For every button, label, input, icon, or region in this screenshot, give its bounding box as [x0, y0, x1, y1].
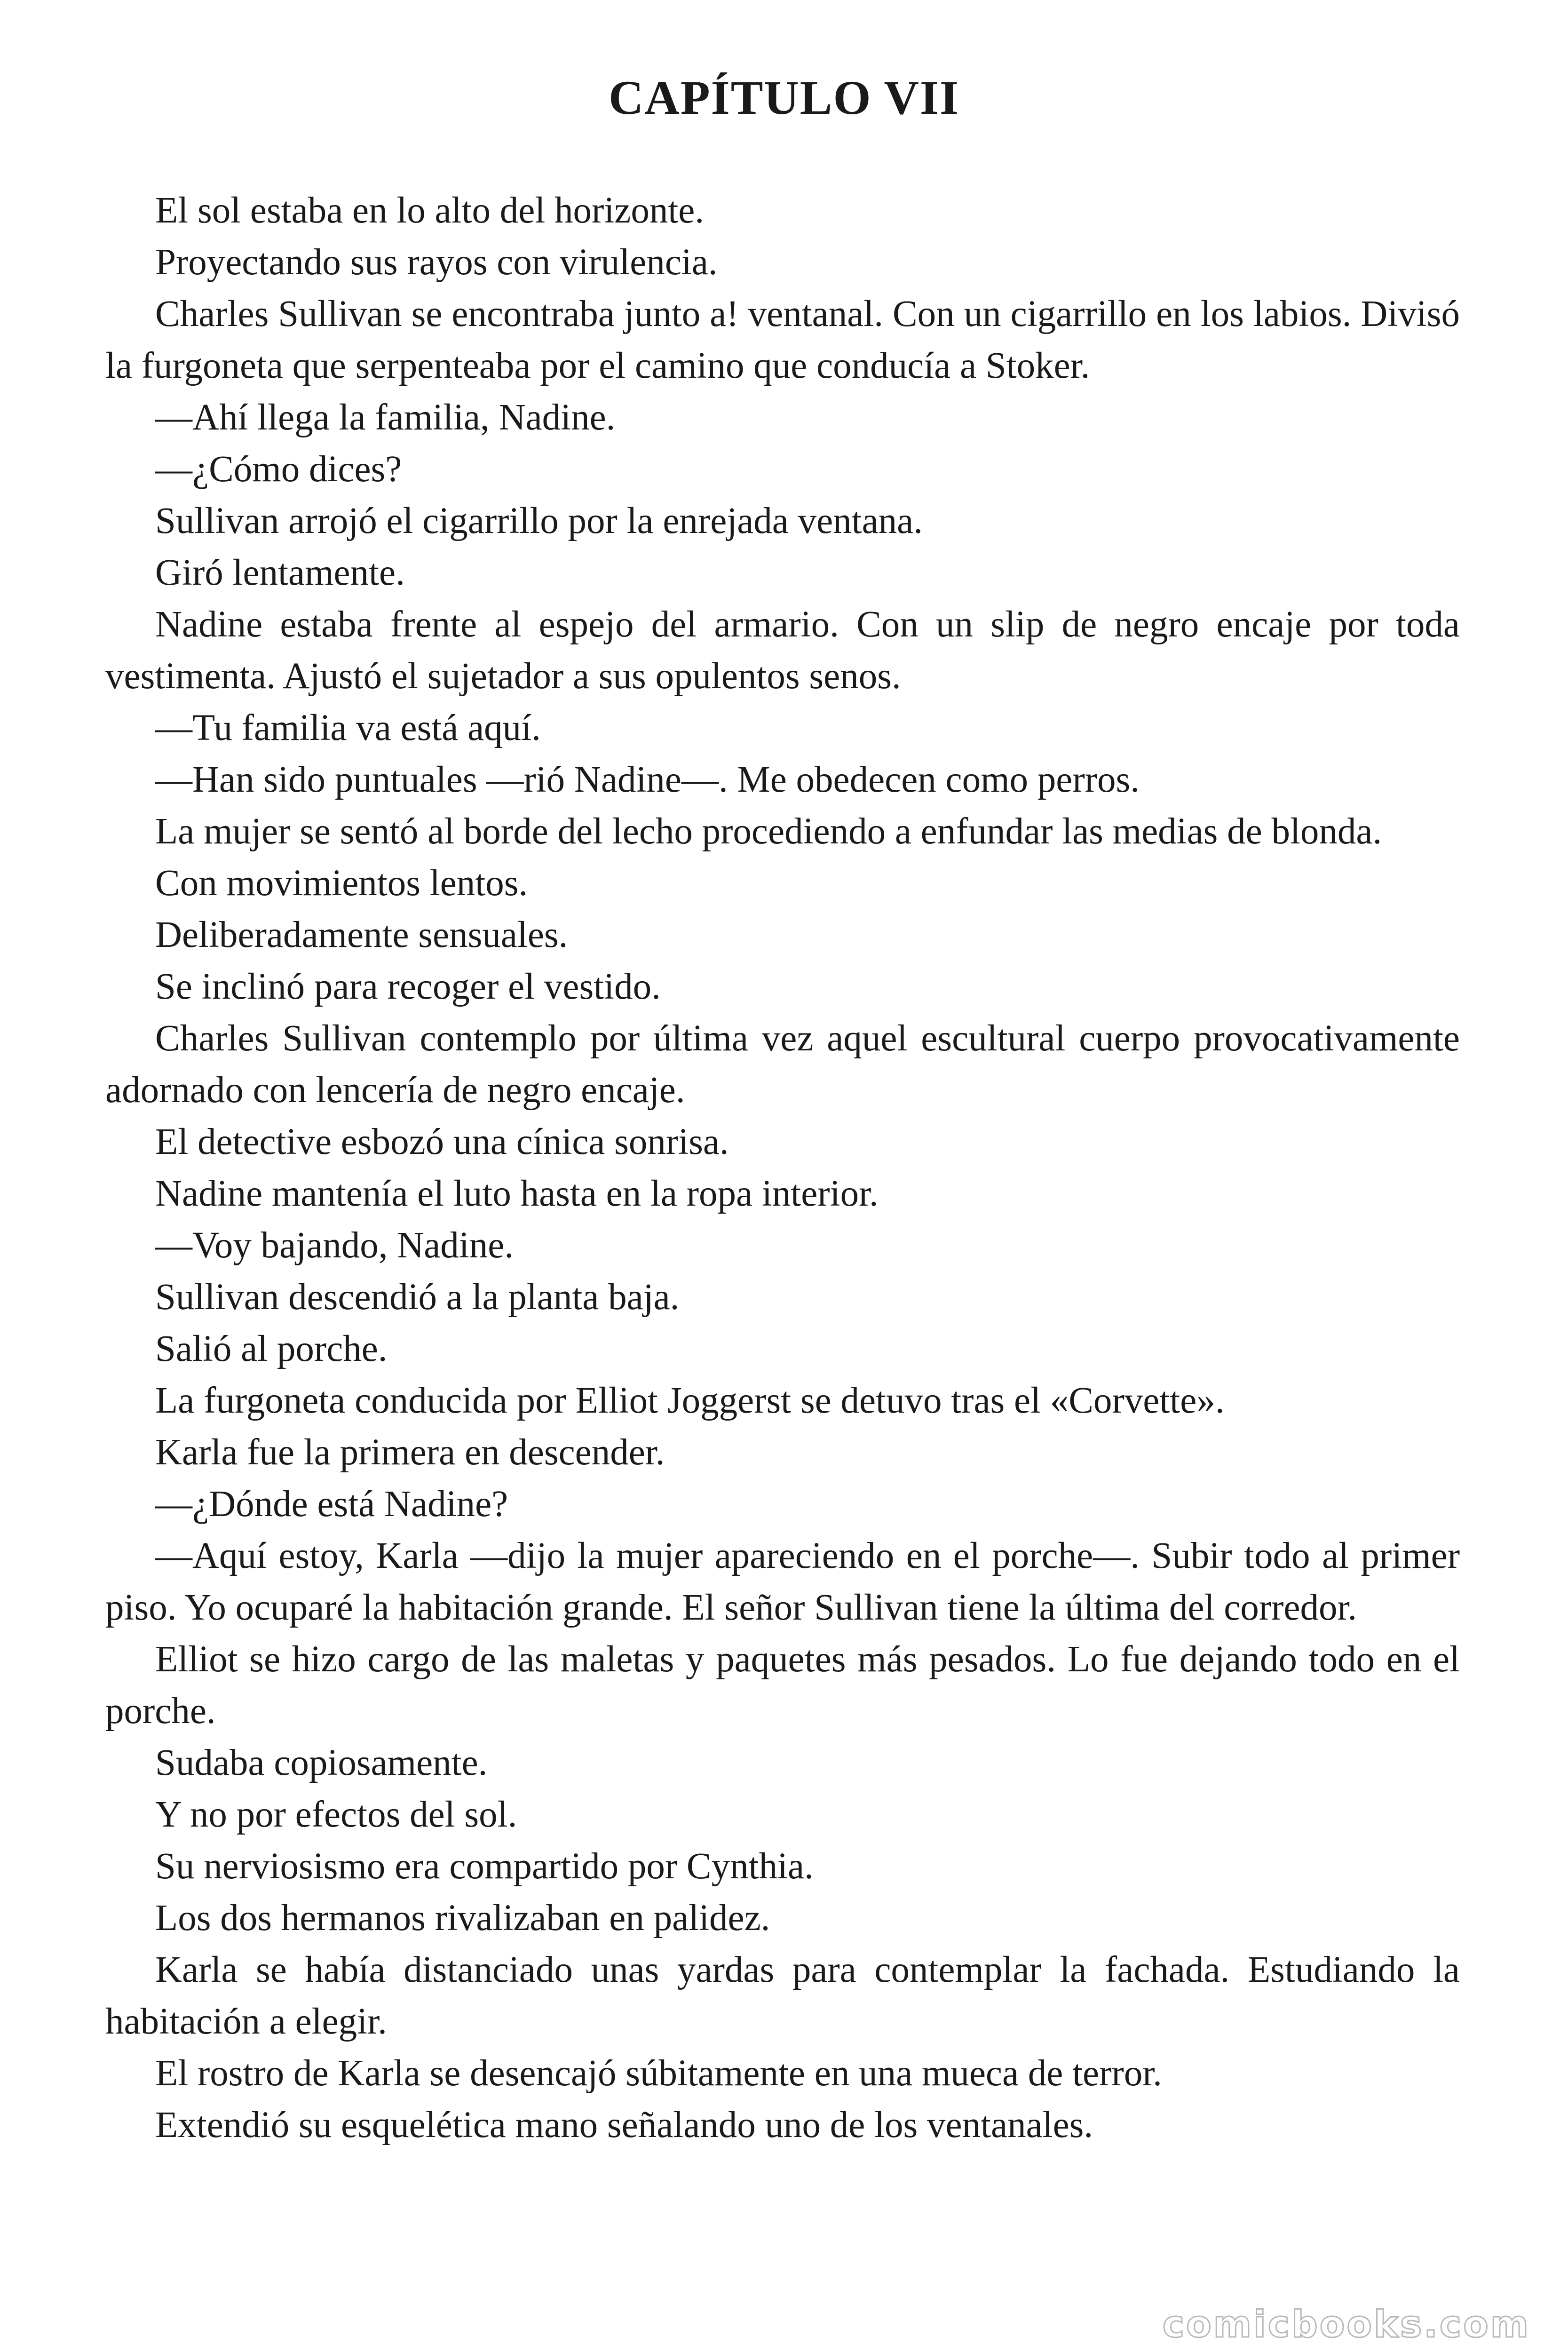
paragraph: Karla fue la primera en descender.	[155, 1432, 665, 1473]
paragraph: Deliberadamente sensuales.	[155, 914, 568, 955]
paragraph: —Ahí llega la familia, Nadine.	[155, 397, 616, 438]
paragraph: La furgoneta conducida por Elliot Joggerst se detuvo tras el «Corvette».	[155, 1380, 1225, 1421]
paragraph: Su nerviosismo era compartido por Cynthia.	[155, 1846, 814, 1887]
paragraph: Charles Sullivan contemplo por última vez aquel escultural cuerpo provocativamente adornado con lencería de negro encaje.	[105, 1018, 1460, 1111]
paragraph: —Tu familia va está aquí.	[155, 707, 541, 748]
watermark: comicbooks.com	[1162, 2304, 1530, 2346]
paragraph: Elliot se hizo cargo de las maletas y paquetes más pesados. Lo fue dejando todo en el porche.	[105, 1639, 1460, 1732]
paragraph: Proyectando sus rayos con virulencia.	[155, 242, 718, 283]
paragraph: Karla se había distanciado unas yardas para contemplar la fachada. Estudiando la habitación a elegir.	[105, 1949, 1460, 2042]
paragraph: Sudaba copiosamente.	[155, 1742, 488, 1783]
paragraph: El rostro de Karla se desencajó súbitamente en una mueca de terror.	[155, 2053, 1162, 2094]
paragraph: —Aquí estoy, Karla —dijo la mujer apareciendo en el porche—. Subir todo al primer piso. Yo ocuparé la habitación grande. El señor Sullivan tiene la última del corredor.	[105, 1535, 1460, 1628]
paragraph: La mujer se sentó al borde del lecho procediendo a enfundar las medias de blonda.	[155, 811, 1382, 852]
paragraph: —¿Dónde está Nadine?	[155, 1484, 508, 1525]
paragraph: Sullivan descendió a la planta baja.	[155, 1277, 680, 1318]
paragraph: Nadine mantenía el luto hasta en la ropa interior.	[155, 1173, 879, 1214]
paragraph: Charles Sullivan se encontraba junto a! ventanal. Con un cigarrillo en los labios. Divisó la furgoneta que serpenteaba por el camino que conducía a Stoker.	[105, 294, 1460, 386]
paragraph: Con movimientos lentos.	[155, 863, 528, 904]
paragraph: Giró lentamente.	[155, 552, 405, 593]
paragraph: Extendió su esquelética mano señalando uno de los ventanales.	[155, 2105, 1093, 2145]
paragraph: Y no por efectos del sol.	[155, 1794, 517, 1835]
paragraph: Salió al porche.	[155, 1328, 388, 1369]
paragraph: —Voy bajando, Nadine.	[155, 1225, 514, 1266]
paragraph: Se inclinó para recoger el vestido.	[155, 966, 661, 1007]
chapter-body	[105, 185, 1460, 2151]
paragraph: Nadine estaba frente al espejo del armario. Con un slip de negro encaje por toda vestimenta. Ajustó el sujetador a sus opulentos senos.	[105, 604, 1460, 697]
chapter-title: CAPÍTULO VII	[608, 71, 960, 125]
paragraph: Los dos hermanos rivalizaban en palidez.	[155, 1898, 770, 1939]
paragraph: El detective esbozó una cínica sonrisa.	[155, 1121, 729, 1162]
paragraph: Sullivan arrojó el cigarrillo por la enrejada ventana.	[155, 501, 923, 541]
paragraph: —¿Cómo dices?	[155, 449, 402, 490]
paragraph: —Han sido puntuales —rió Nadine—. Me obedecen como perros.	[155, 759, 1140, 800]
paragraph: El sol estaba en lo alto del horizonte.	[155, 190, 705, 231]
